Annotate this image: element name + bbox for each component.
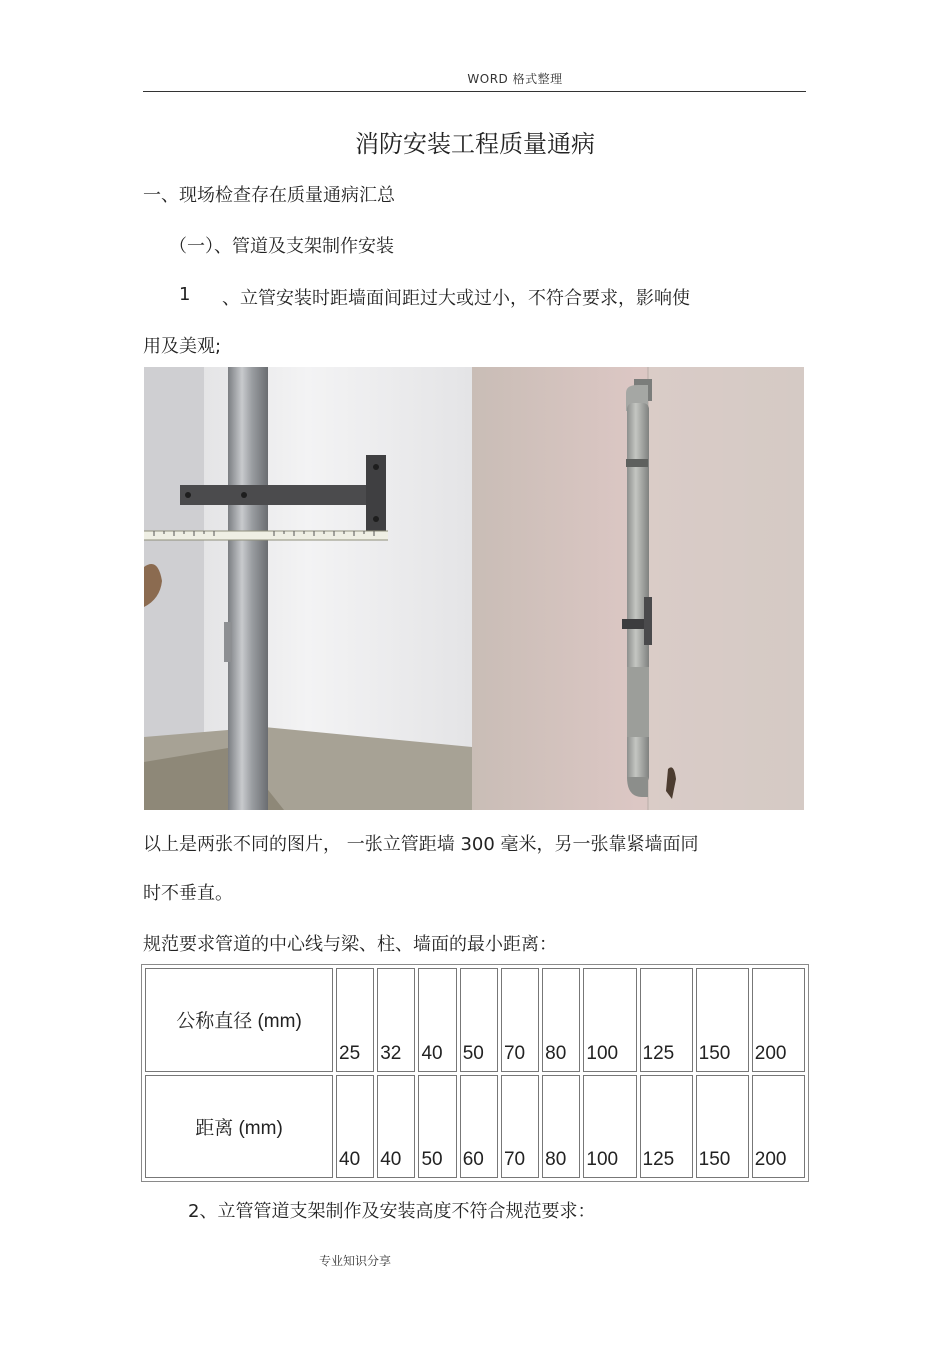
table-cell: 40	[336, 1075, 374, 1179]
document-title: 消防安装工程质量通病	[355, 130, 595, 158]
section-heading: 一、现场检查存在质量通病汇总	[143, 185, 395, 206]
table-cell: 150	[696, 968, 749, 1072]
table-cell: 200	[752, 968, 805, 1072]
table-row-label: 公称直径 (mm)	[145, 968, 333, 1072]
photo-pipe-against-wall	[472, 367, 804, 810]
header-text: WORD 格式整理	[467, 72, 563, 86]
table-cell: 25	[336, 968, 374, 1072]
table-cell: 50	[418, 1075, 456, 1179]
spec-table	[141, 964, 809, 1182]
table-cell: 100	[583, 968, 636, 1072]
table-cell: 100	[583, 1075, 636, 1179]
table-cell: 40	[377, 1075, 415, 1179]
item2-text: 2、立管管道支架制作及安装高度不符合规范要求：	[188, 1201, 596, 1222]
table-cell: 70	[501, 968, 539, 1072]
footer-text: 专业知识分享	[318, 1254, 391, 1268]
item-text-line1: 、立管安装时距墙面间距过大或过小，不符合要求，影响使	[222, 288, 690, 309]
table-cell: 150	[696, 1075, 749, 1179]
table-cell: 60	[460, 1075, 498, 1179]
photos-caption-line1: 以上是两张不同的图片， 一张立管距墙 300 毫米，另一张靠紧墙面同	[143, 834, 699, 855]
item-text-line2: 用及美观;	[143, 336, 222, 357]
table-row-distance	[145, 1075, 805, 1179]
page-header	[0, 70, 950, 87]
table-cell: 125	[640, 1075, 693, 1179]
table-cell: 80	[542, 968, 580, 1072]
table-cell: 200	[752, 1075, 805, 1179]
table-cell: 70	[501, 1075, 539, 1179]
spec-intro: 规范要求管道的中心线与梁、柱、墙面的最小距离：	[143, 934, 557, 955]
subsection-heading: （一）、管道及支架制作安装	[169, 236, 394, 257]
table-row-diameter	[145, 968, 805, 1072]
header-divider	[143, 91, 806, 92]
photo-pipe-with-bracket	[144, 367, 472, 810]
table-cell: 50	[460, 968, 498, 1072]
table-cell: 80	[542, 1075, 580, 1179]
table-row-label: 距离 (mm)	[145, 1075, 333, 1179]
table-cell: 40	[418, 968, 456, 1072]
item-number: 1	[179, 284, 191, 305]
table-cell: 125	[640, 968, 693, 1072]
page-footer	[0, 1252, 950, 1269]
photos-caption-line2: 时不垂直。	[143, 883, 233, 904]
table-cell: 32	[377, 968, 415, 1072]
